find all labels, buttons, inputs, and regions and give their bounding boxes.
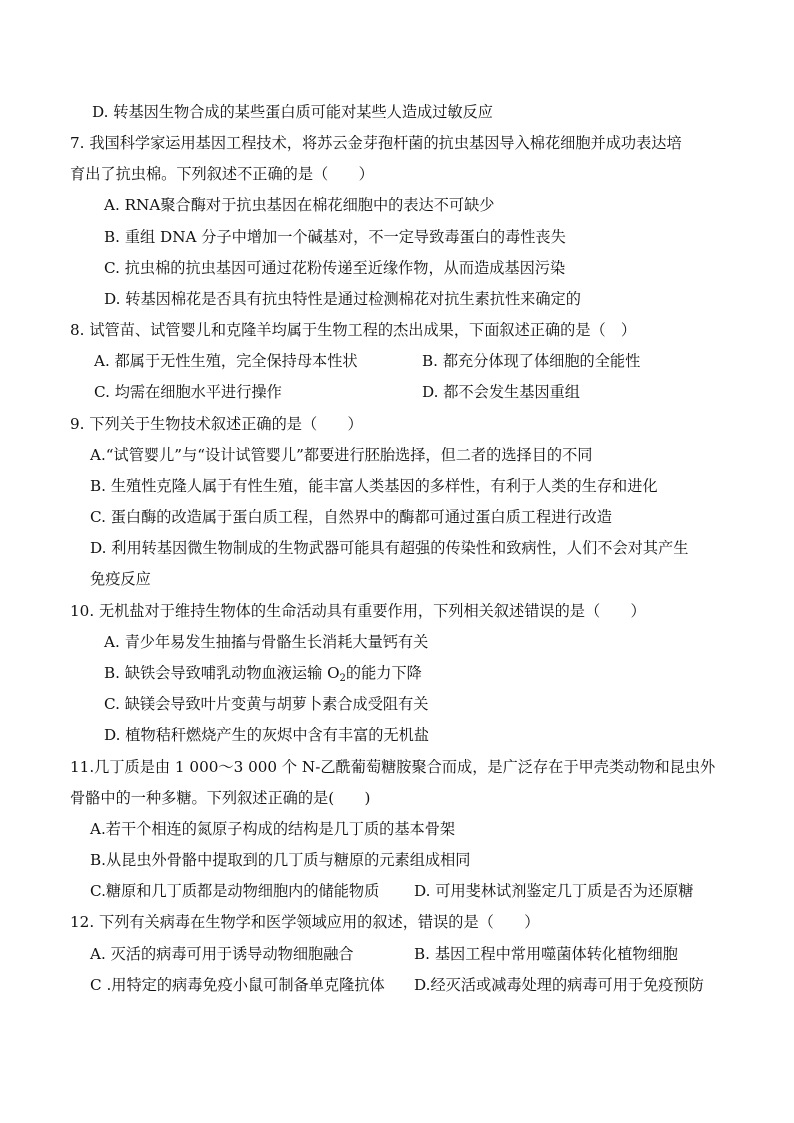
q10-option-b [104, 662, 422, 684]
q8-option-b: B. 都充分体现了体细胞的全能性 [422, 352, 641, 370]
q6-option-d: D. 转基因生物合成的某些蛋白质可能对某些人造成过敏反应 [92, 103, 493, 121]
q7-option-c: C. 抗虫棉的抗虫基因可通过花粉传递至近缘作物，从而造成基因污染 [104, 259, 566, 277]
q10-option-c: C. 缺镁会导致叶片变黄与胡萝卜素合成受阻有关 [104, 695, 429, 713]
q10-option-d: D. 植物秸秆燃烧产生的灰烬中含有丰富的无机盐 [104, 726, 430, 744]
q7-option-a: A. RNA聚合酶对于抗虫基因在棉花细胞中的表达不可缺少 [104, 196, 495, 214]
q7-stem-line1: 7. 我国科学家运用基因工程技术，将苏云金芽孢杆菌的抗虫基因导入棉花细胞并成功表达培 [70, 134, 682, 152]
q8-option-c: C. 均需在细胞水平进行操作 [94, 383, 282, 401]
q11-stem-line1: 11.几丁质是由 1 000～3 000 个 N-乙酰葡萄糖胺聚合而成，是广泛存在于甲壳类动物和昆虫外 [70, 758, 716, 776]
q9-stem: 9. 下列关于生物技术叙述正确的是（ ） [70, 415, 363, 433]
q9-option-c: C. 蛋白酶的改造属于蛋白质工程，自然界中的酶都可通过蛋白质工程进行改造 [90, 508, 612, 526]
q8-option-a: A. 都属于无性生殖，完全保持母本性状 [94, 352, 358, 370]
q12-stem: 12. 下列有关病毒在生物学和医学领域应用的叙述，错误的是（ ） [70, 913, 540, 931]
q11-option-d: D. 可用斐林试剂鉴定几丁质是否为还原糖 [414, 882, 694, 900]
q12-option-c: C .用特定的病毒免疫小鼠可制备单克隆抗体 [90, 976, 385, 994]
q8-stem: 8. 试管苗、试管婴儿和克隆羊均属于生物工程的杰出成果，下面叙述正确的是（ ） [70, 321, 637, 339]
q11-option-c: C.糖原和几丁质都是动物细胞内的储能物质 [90, 882, 380, 900]
q10-option-b-subscript: 2 [339, 673, 346, 684]
q10-option-b-text-end: 的能力下降 [345, 664, 422, 682]
q10-option-b-text: B. 缺铁会导致哺乳动物血液运输 O [104, 664, 340, 682]
q10-option-a: A. 青少年易发生抽搐与骨骼生长消耗大量钙有关 [104, 633, 429, 651]
q9-option-a: A.“试管婴儿”与“设计试管婴儿”都要进行胚胎选择，但二者的选择目的不同 [90, 446, 593, 464]
q12-option-d: D.经灭活或减毒处理的病毒可用于免疫预防 [414, 976, 704, 994]
q7-stem-line2: 育出了抗虫棉。下列叙述不正确的是（ ） [70, 165, 374, 183]
q11-stem-line2: 骨骼中的一种多糖。下列叙述正确的是( ) [70, 789, 371, 807]
q8-option-d: D. 都不会发生基因重组 [422, 383, 580, 401]
q7-option-b: B. 重组 DNA 分子中增加一个碱基对，不一定导致毒蛋白的毒性丧失 [104, 228, 566, 246]
q10-stem: 10. 无机盐对于维持生物体的生命活动具有重要作用，下列相关叙述错误的是（ ） [70, 602, 646, 620]
q9-option-b: B. 生殖性克隆人属于有性生殖，能丰富人类基因的多样性，有利于人类的生存和进化 [90, 477, 658, 495]
q9-option-d-line1: D. 利用转基因微生物制成的生物武器可能具有超强的传染性和致病性，人们不会对其产生 [90, 539, 689, 557]
q11-option-a: A.若干个相连的氮原子构成的结构是几丁质的基本骨架 [90, 820, 456, 838]
q9-option-d-line2: 免疫反应 [90, 570, 151, 588]
q7-option-d: D. 转基因棉花是否具有抗虫特性是通过检测棉花对抗生素抗性来确定的 [104, 290, 581, 308]
q11-option-b: B.从昆虫外骨骼中提取到的几丁质与糖原的元素组成相同 [90, 851, 471, 869]
q12-option-a: A. 灭活的病毒可用于诱导动物细胞融合 [90, 945, 354, 963]
q12-option-b: B. 基因工程中常用噬菌体转化植物细胞 [414, 945, 678, 963]
